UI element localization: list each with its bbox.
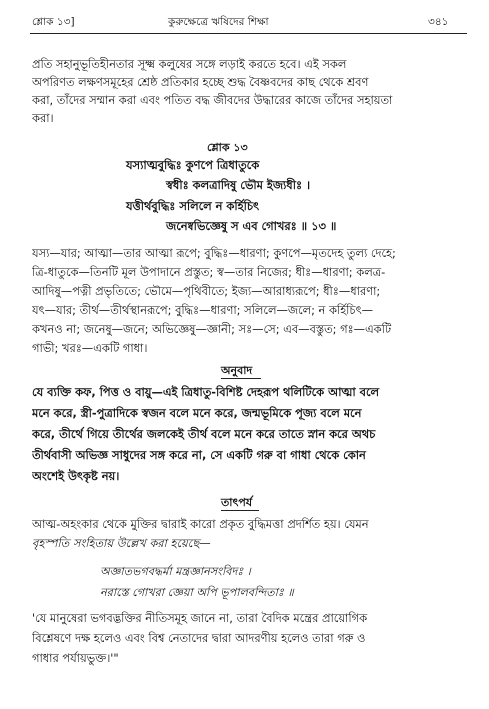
translation-line: অংশেই উৎকৃষ্ট নয়। <box>32 469 120 483</box>
quoted-verse-line: নরাস্তে গোখরা জ্ঞেয়া অপি ভূপালবন্দিতাঃ ॥ <box>100 586 294 599</box>
translation-line: করে, তীর্থে গিয়ে তীর্থের জলকেই তীর্থ বলে মনে করে তাতে স্নান করে অথচ <box>32 427 376 441</box>
synonyms-line: যৎ—যার; তীর্থ—তীর্থস্থানরূপে; বুদ্ধিঃ—ধারণা; সলিলে—জলে; ন কর্হিচিৎ— <box>32 303 374 317</box>
quoted-verse-line: অজ্ঞাতভগবদ্ধর্মা মন্ত্রজ্ঞানসংবিদঃ । <box>100 565 251 578</box>
purport-closing-line: 'যে মানুষেরা ভগবদ্ভক্তির নীতিসমূহ জানে না, তারা বৈদিক মন্ত্রের প্রায়োগিক <box>32 611 368 625</box>
synonyms-line: আদিষু—পত্নী প্রভৃতিতে; ভৌমে—পৃথিবীতে; ইজ্য—আরাধ্যরূপে; ধীঃ—ধারণা; <box>32 284 381 298</box>
translation-heading: অনুবাদ <box>221 364 253 377</box>
purport-closing-line: বিশ্লেষণে দক্ষ হলেও এবং বিশ্ব নেতাদের দ্বারা আদরণীয় হলেও তারা গরু ও <box>32 631 366 645</box>
verse-line: জনেষ্বভিজ্ঞেষু স এব গোখরঃ ॥ ১৩ ॥ <box>166 219 337 233</box>
translation-line: তীর্থবাসী অভিজ্ঞ সাধুদের সঙ্গ করে না, সে একটি গরু বা গাধা থেকে কোন <box>32 448 366 462</box>
purport-line: বৃহস্পতি সংহিতায় উল্লেখ করা হয়েছে— <box>32 536 211 550</box>
intro-line: অপরিণত লক্ষণসমূহের শ্রেষ্ঠ প্রতিকার হচ্ছে শুদ্ধ বৈষ্ণবদের কাছ থেকে শ্রবণ <box>32 75 369 89</box>
intro-line: করা, তাঁদের সম্মান করা এবং পতিত বদ্ধ জীবদের উদ্ধারের কাজে তাঁদের সহায়তা <box>32 93 393 107</box>
header-rule <box>30 33 467 34</box>
purport-heading: তাৎপর্য <box>221 496 253 509</box>
purport-line: আত্ম-অহংকার থেকে মুক্তির দ্বারাই কারো প্রকৃত বুদ্ধিমত্তা প্রদর্শিত হয়। যেমন <box>32 517 369 531</box>
header-chapter-title: কুরুক্ষেত্রে ঋষিদের শিক্ষা <box>168 16 269 28</box>
header-page-number: ৩৪১ <box>428 16 449 28</box>
purport-heading-underline <box>221 510 259 511</box>
translation-heading-underline <box>221 378 261 379</box>
verse-line: যস্যাত্মবুদ্ধিঃ কুণপে ত্রিধাতুকে <box>126 158 260 172</box>
verse-line: স্বধীঃ কলত্রাদিষু ভৌম ইজ্যধীঃ । <box>166 178 311 192</box>
translation-line: মনে করে, স্ত্রী-পুত্রাদিকে স্বজন বলে মনে করে, জন্মভূমিকে পূজ্য বলে মনে <box>32 406 362 420</box>
synonyms-line: কখনও না; জনেষু—জনে; অভিজ্ঞেষু—জ্ঞানী; সঃ—সে; এব—বস্তুত; গঃ—একটি <box>32 322 392 336</box>
translation-line: যে ব্যক্তি কফ, পিত্ত ও বায়ু—এই ত্রিধাতু-বিশিষ্ট দেহরূপ থলিটিকে আত্মা বলে <box>32 385 380 399</box>
verse-line: যত্তীর্থবুদ্ধিঃ সলিলে ন কর্হিচিৎ <box>126 199 260 213</box>
intro-line: করা। <box>32 111 54 125</box>
intro-line: প্রতি সহানুভূতিহীনতার সূক্ষ্ম কলুষের সঙ্গে লড়াই করতে হবে। এই সকল <box>32 57 347 71</box>
purport-closing-line: গাধার পর্যায়ভুক্ত।'" <box>32 651 119 665</box>
synonyms-line: ত্রি-ধাতুকে—তিনটি মূল উপাদানে প্রস্তুত; স্ব—তার নিজের; ধীঃ—ধারণা; কলত্র- <box>32 265 386 279</box>
header-verse-ref: শ্লোক ১৩] <box>32 16 75 28</box>
verse-title: শ্লোক ১৩ <box>207 141 248 154</box>
synonyms-line: যস্য—যার; আত্মা—তার আত্মা রূপে; বুদ্ধিঃ—ধারণা; কুণপে—মৃতদেহ তুল্য দেহে; <box>32 246 396 260</box>
synonyms-line: গাভী; খরঃ—একটি গাধা। <box>32 341 148 355</box>
